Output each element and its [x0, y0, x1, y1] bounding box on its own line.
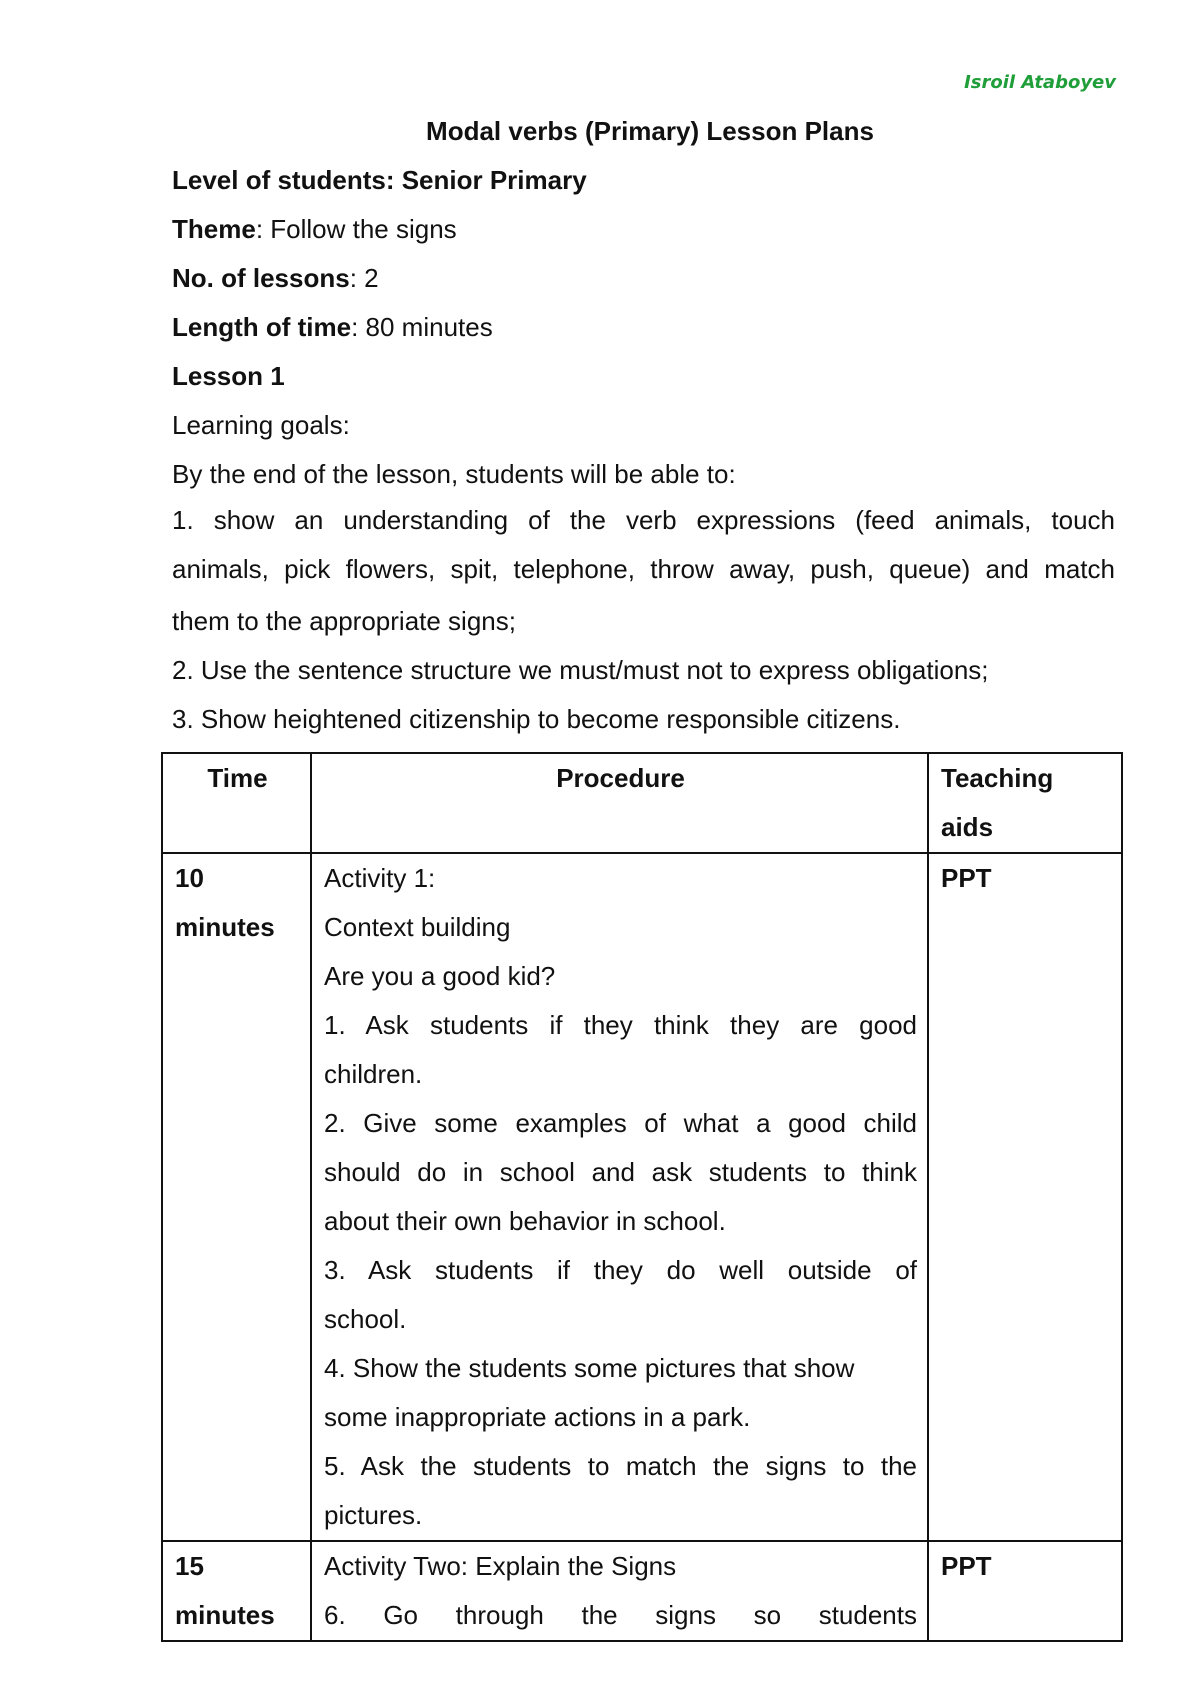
goals-intro: By the end of the lesson, students will be able to: [172, 459, 736, 489]
goal-3: 3. Show heightened citizenship to become responsible citizens. [172, 704, 901, 734]
row-1-time-unit: minutes [175, 912, 275, 942]
procedure-line: 1. Ask students if they think they are good [324, 1010, 917, 1040]
row-1-time [162, 853, 311, 1541]
theme-label: Theme [172, 214, 256, 244]
theme-line [172, 214, 457, 245]
procedure-line: 6. Go through the signs so students [324, 1600, 917, 1630]
theme-value: : Follow the signs [255, 214, 457, 244]
lessons-line [172, 263, 379, 294]
goal-1-line-1: 1. show an understanding of the verb expressions (feed animals, touch [172, 505, 1115, 535]
row-1-teaching-aids: PPT [928, 853, 1122, 1541]
lessons-label: No. of lessons [172, 263, 350, 293]
procedure-line: 5. Ask the students to match the signs to the [324, 1451, 917, 1481]
author-name: Isroil Ataboyev [964, 72, 1116, 93]
procedure-line: Activity 1: [324, 863, 436, 893]
goal-2: 2. Use the sentence structure we must/must not to express obligations; [172, 655, 989, 685]
goal-1-line-2: animals, pick flowers, spit, telephone, throw away, push, queue) and match [172, 554, 1115, 584]
procedure-line: pictures. [324, 1500, 423, 1530]
procedure-line: Activity Two: Explain the Signs [324, 1551, 677, 1581]
procedure-line: 4. Show the students some pictures that show [324, 1353, 855, 1383]
header-time: Time [162, 753, 311, 853]
length-label: Length of time [172, 312, 352, 342]
lessons-value: : 2 [349, 263, 379, 293]
length-value: : 80 minutes [351, 312, 493, 342]
procedure-table [161, 752, 1123, 1642]
row-1-procedure [311, 853, 928, 1541]
length-line [172, 312, 493, 343]
goals-label: Learning goals: [172, 410, 350, 440]
row-2-time-unit: minutes [175, 1600, 275, 1630]
page-title: Modal verbs (Primary) Lesson Plans [426, 116, 874, 146]
header-procedure: Procedure [311, 753, 928, 853]
procedure-line: should do in school and ask students to think [324, 1157, 917, 1187]
table-row [162, 853, 1122, 1541]
goal-1-line-3: them to the appropriate signs; [172, 606, 516, 636]
procedure-line: about their own behavior in school. [324, 1206, 726, 1236]
row-2-procedure [311, 1541, 928, 1641]
procedure-line: 2. Give some examples of what a good child [324, 1108, 917, 1138]
procedure-line: some inappropriate actions in a park. [324, 1402, 751, 1432]
procedure-line: Are you a good kid? [324, 961, 556, 991]
row-2-time-number: 15 [175, 1551, 204, 1581]
lesson-heading: Lesson 1 [172, 361, 285, 391]
row-1-time-number: 10 [175, 863, 204, 893]
row-2-teaching-aids: PPT [928, 1541, 1122, 1641]
level-line: Level of students: Senior Primary [172, 165, 587, 195]
procedure-line: Context building [324, 912, 511, 942]
table-row [162, 1541, 1122, 1641]
header-teaching-aids: Teaching aids [928, 753, 1122, 853]
procedure-line: 3. Ask students if they do well outside of [324, 1255, 917, 1285]
row-2-time [162, 1541, 311, 1641]
table-header-row [162, 753, 1122, 853]
procedure-line: children. [324, 1059, 423, 1089]
procedure-line: school. [324, 1304, 407, 1334]
